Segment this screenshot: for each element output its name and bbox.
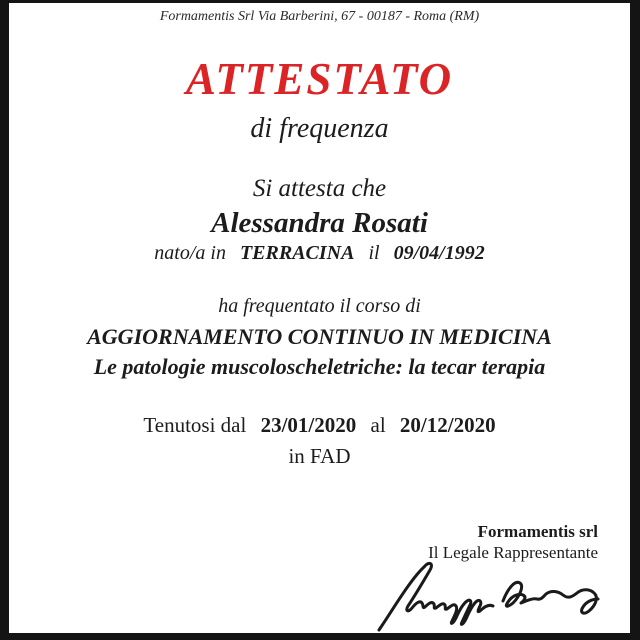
- held-prefix: Tenutosi dal: [143, 413, 247, 437]
- birth-date: 09/04/1992: [393, 242, 485, 264]
- course-subtitle: Le patologie muscoloscheletriche: la tecar terapia: [93, 354, 546, 379]
- course-title: AGGIORNAMENTO CONTINUO IN MEDICINA: [87, 324, 552, 349]
- birth-place: TERRACINA: [239, 242, 355, 264]
- course-dates-line: [9, 413, 630, 438]
- course-intro-line: ha frequentato il corso di: [218, 295, 421, 317]
- born-connector: il: [368, 242, 380, 264]
- signer-role: Il Legale Rappresentante: [428, 542, 598, 562]
- attestation-statement: Si attesta che: [252, 175, 387, 202]
- course-mode: in FAD: [288, 444, 351, 468]
- student-name: Alessandra Rosati: [211, 207, 428, 239]
- issuer-address-header: Formamentis Srl Via Barberini, 67 - 00187 - Roma (RM): [159, 9, 480, 24]
- course-start-date: 23/01/2020: [260, 413, 357, 437]
- signer-organization: Formamentis srl: [477, 522, 598, 541]
- certificate-subtitle: di frequenza: [250, 113, 389, 144]
- certificate-page: [9, 3, 630, 633]
- held-connector: al: [370, 413, 386, 437]
- course-end-date: 20/12/2020: [399, 413, 496, 437]
- certificate-title: ATTESTATO: [185, 54, 454, 104]
- handwritten-signature-icon: [372, 554, 612, 634]
- birth-info-line: [9, 242, 630, 265]
- born-prefix: nato/a in: [154, 242, 226, 264]
